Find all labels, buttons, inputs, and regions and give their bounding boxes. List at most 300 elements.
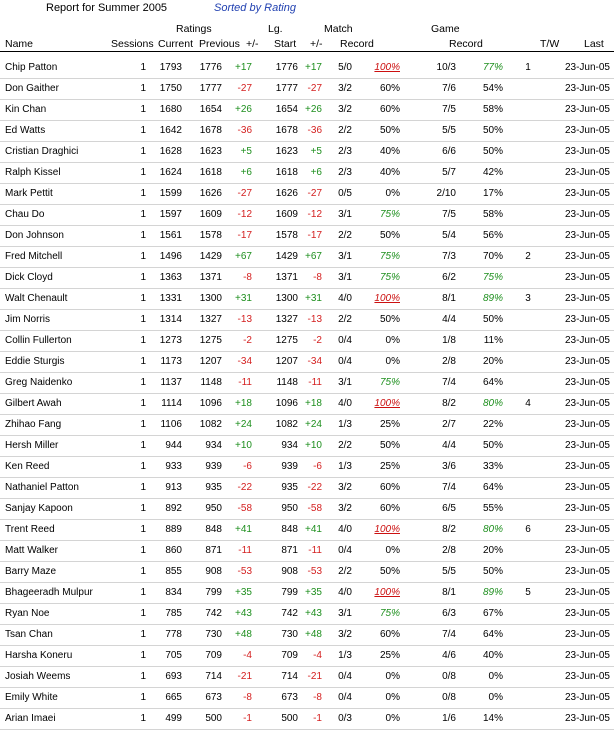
current-rating-cell: 855 [165, 566, 182, 577]
col-header-previous: Previous [199, 38, 240, 50]
player-row [0, 583, 614, 604]
match-pct-cell: 40% [379, 167, 400, 178]
game-pct-cell: 80% [482, 398, 503, 409]
rating-change-cell: +17 [235, 62, 252, 73]
league-change-cell: -2 [313, 335, 322, 346]
rating-change-cell: -53 [237, 566, 252, 577]
game-record-cell: 8/1 [442, 293, 456, 304]
player-name: Kin Chan [5, 104, 47, 115]
last-played-cell: 23-Jun-05 [564, 230, 610, 241]
player-row [0, 58, 614, 79]
previous-rating-cell: 939 [205, 461, 222, 472]
last-played-cell: 23-Jun-05 [564, 545, 610, 556]
match-record-cell: 4/0 [338, 293, 352, 304]
match-pct-cell: 60% [379, 83, 400, 94]
game-pct-cell: 67% [482, 608, 503, 619]
sessions-cell: 1 [140, 335, 146, 346]
game-record-cell: 7/4 [442, 377, 456, 388]
game-pct-cell: 50% [482, 314, 503, 325]
rating-change-cell: -21 [237, 671, 252, 682]
last-played-cell: 23-Jun-05 [564, 335, 610, 346]
league-start-cell: 1578 [275, 230, 298, 241]
previous-rating-cell: 1082 [199, 419, 222, 430]
col-header-name: Name [5, 38, 34, 50]
last-played-cell: 23-Jun-05 [564, 356, 610, 367]
previous-rating-cell: 799 [205, 587, 222, 598]
player-name: Trent Reed [5, 524, 55, 535]
player-name: Fred Mitchell [5, 251, 63, 262]
game-pct-cell: 64% [482, 482, 503, 493]
rating-change-cell: +41 [235, 524, 252, 535]
game-pct-cell: 75% [482, 272, 503, 283]
previous-rating-cell: 673 [205, 692, 222, 703]
league-start-cell: 1275 [275, 335, 298, 346]
player-name: Walt Chenault [5, 293, 68, 304]
match-pct-cell: 100% [374, 62, 400, 73]
rating-change-cell: +43 [235, 608, 252, 619]
game-pct-cell: 20% [482, 545, 503, 556]
previous-rating-cell: 1207 [199, 356, 222, 367]
rating-change-cell: +35 [235, 587, 252, 598]
game-pct-cell: 89% [482, 293, 503, 304]
last-played-cell: 23-Jun-05 [564, 650, 610, 661]
player-name: Greg Naidenko [5, 377, 73, 388]
game-record-cell: 6/3 [442, 608, 456, 619]
player-name: Gilbert Awah [5, 398, 62, 409]
rating-change-cell: +18 [235, 398, 252, 409]
match-record-cell: 0/4 [338, 356, 352, 367]
league-change-cell: -6 [313, 461, 322, 472]
sessions-cell: 1 [140, 230, 146, 241]
league-start-cell: 1678 [275, 125, 298, 136]
player-name: Don Johnson [5, 230, 64, 241]
match-record-cell: 3/1 [338, 377, 352, 388]
match-record-cell: 4/0 [338, 524, 352, 535]
league-start-cell: 848 [281, 524, 298, 535]
player-name: Tsan Chan [5, 629, 53, 640]
match-pct-cell: 0% [385, 545, 400, 556]
league-start-cell: 1148 [276, 377, 298, 388]
player-row [0, 268, 614, 289]
game-pct-cell: 64% [482, 629, 503, 640]
player-row [0, 100, 614, 121]
match-record-cell: 2/2 [338, 125, 352, 136]
game-record-cell: 5/5 [442, 566, 456, 577]
previous-rating-cell: 1626 [199, 188, 222, 199]
game-pct-cell: 20% [482, 356, 503, 367]
rating-change-cell: -34 [237, 356, 252, 367]
league-change-cell: -11 [308, 545, 322, 556]
col-header-rating-change: +/- [246, 38, 259, 50]
match-record-cell: 2/3 [338, 167, 352, 178]
previous-rating-cell: 1654 [199, 104, 222, 115]
sessions-cell: 1 [140, 608, 146, 619]
match-pct-cell: 100% [374, 398, 400, 409]
sessions-cell: 1 [140, 293, 146, 304]
player-row [0, 289, 614, 310]
last-played-cell: 23-Jun-05 [564, 671, 610, 682]
match-record-cell: 0/4 [338, 335, 352, 346]
match-record-cell: 4/0 [338, 398, 352, 409]
league-change-cell: -4 [313, 650, 322, 661]
league-change-cell: +18 [305, 398, 322, 409]
current-rating-cell: 1680 [159, 104, 182, 115]
match-pct-cell: 0% [385, 713, 400, 724]
rating-change-cell: -17 [237, 230, 252, 241]
sort-indicator: Sorted by Rating [214, 2, 296, 14]
last-played-cell: 23-Jun-05 [564, 398, 610, 409]
rating-change-cell: -36 [237, 125, 252, 136]
sessions-cell: 1 [140, 629, 146, 640]
tw-cell: 6 [525, 524, 531, 535]
last-played-cell: 23-Jun-05 [564, 62, 610, 73]
player-name: Emily White [5, 692, 58, 703]
league-group-header: Lg. [268, 23, 283, 35]
match-pct-cell: 50% [379, 230, 400, 241]
current-rating-cell: 665 [165, 692, 182, 703]
game-pct-cell: 77% [482, 62, 503, 73]
game-pct-cell: 58% [482, 104, 503, 115]
game-pct-cell: 70% [482, 251, 503, 262]
match-group-header: Match [324, 23, 353, 35]
league-start-cell: 1609 [275, 209, 298, 220]
player-row [0, 436, 614, 457]
player-row [0, 688, 614, 709]
sessions-cell: 1 [140, 566, 146, 577]
match-record-cell: 3/2 [338, 503, 352, 514]
player-row [0, 562, 614, 583]
current-rating-cell: 1642 [159, 125, 182, 136]
previous-rating-cell: 709 [205, 650, 222, 661]
sessions-cell: 1 [140, 482, 146, 493]
match-record-cell: 3/1 [338, 608, 352, 619]
sessions-cell: 1 [140, 377, 146, 388]
current-rating-cell: 889 [165, 524, 182, 535]
match-pct-cell: 75% [379, 251, 400, 262]
game-record-cell: 7/5 [442, 104, 456, 115]
league-change-cell: +10 [305, 440, 322, 451]
ratings-group-header: Ratings [176, 23, 212, 35]
sessions-cell: 1 [140, 587, 146, 598]
sessions-cell: 1 [140, 167, 146, 178]
previous-rating-cell: 1623 [199, 146, 222, 157]
match-record-cell: 0/4 [338, 671, 352, 682]
league-change-cell: +41 [305, 524, 322, 535]
match-pct-cell: 25% [379, 650, 400, 661]
previous-rating-cell: 1776 [199, 62, 222, 73]
player-name: Harsha Koneru [5, 650, 73, 661]
player-row [0, 352, 614, 373]
league-change-cell: +35 [305, 587, 322, 598]
player-name: Chip Patton [5, 62, 58, 73]
game-record-cell: 4/6 [442, 650, 456, 661]
player-row [0, 478, 614, 499]
current-rating-cell: 705 [165, 650, 182, 661]
league-change-cell: +48 [305, 629, 322, 640]
previous-rating-cell: 1096 [199, 398, 222, 409]
game-record-cell: 2/7 [442, 419, 456, 430]
rating-change-cell: -12 [237, 209, 252, 220]
player-row [0, 499, 614, 520]
rating-change-cell: -27 [237, 188, 252, 199]
league-start-cell: 799 [281, 587, 298, 598]
game-pct-cell: 58% [482, 209, 503, 220]
previous-rating-cell: 1609 [199, 209, 222, 220]
game-record-cell: 8/2 [442, 398, 456, 409]
rating-change-cell: +24 [235, 419, 252, 430]
previous-rating-cell: 1578 [199, 230, 222, 241]
league-change-cell: -8 [313, 692, 322, 703]
current-rating-cell: 1793 [159, 62, 182, 73]
rating-change-cell: -2 [243, 335, 252, 346]
current-rating-cell: 1597 [159, 209, 182, 220]
league-start-cell: 908 [281, 566, 298, 577]
player-row [0, 415, 614, 436]
match-record-cell: 2/2 [338, 566, 352, 577]
previous-rating-cell: 742 [205, 608, 222, 619]
league-change-cell: -17 [307, 230, 322, 241]
sessions-cell: 1 [140, 83, 146, 94]
player-row [0, 331, 614, 352]
player-row [0, 667, 614, 688]
previous-rating-cell: 848 [205, 524, 222, 535]
match-pct-cell: 50% [379, 566, 400, 577]
game-record-cell: 5/4 [442, 230, 456, 241]
match-pct-cell: 60% [379, 482, 400, 493]
match-pct-cell: 75% [379, 377, 400, 388]
player-name: Arian Imaei [5, 713, 56, 724]
game-pct-cell: 42% [482, 167, 503, 178]
match-record-cell: 3/1 [338, 272, 352, 283]
game-pct-cell: 0% [488, 692, 503, 703]
game-pct-cell: 14% [482, 713, 503, 724]
sessions-cell: 1 [140, 272, 146, 283]
league-start-cell: 1207 [275, 356, 298, 367]
current-rating-cell: 1363 [159, 272, 182, 283]
league-start-cell: 935 [281, 482, 298, 493]
col-header-game-record: Record [449, 38, 483, 50]
previous-rating-cell: 1275 [199, 335, 222, 346]
player-table-body [0, 58, 614, 730]
league-start-cell: 1082 [275, 419, 298, 430]
rating-change-cell: +5 [240, 146, 252, 157]
game-record-cell: 5/5 [442, 125, 456, 136]
previous-rating-cell: 1429 [199, 251, 222, 262]
player-name: Don Gaither [5, 83, 59, 94]
player-name: Ken Reed [5, 461, 50, 472]
game-record-cell: 2/8 [442, 545, 456, 556]
league-change-cell: -13 [307, 314, 322, 325]
league-change-cell: -58 [307, 503, 322, 514]
match-record-cell: 3/2 [338, 104, 352, 115]
match-record-cell: 2/2 [338, 230, 352, 241]
col-header-current: Current [158, 38, 194, 50]
game-pct-cell: 80% [482, 524, 503, 535]
sessions-cell: 1 [140, 125, 146, 136]
player-row [0, 163, 614, 184]
player-name: Nathaniel Patton [5, 482, 79, 493]
last-played-cell: 23-Jun-05 [564, 167, 610, 178]
match-record-cell: 4/0 [338, 587, 352, 598]
tw-cell: 5 [525, 587, 531, 598]
match-pct-cell: 50% [379, 125, 400, 136]
league-start-cell: 1777 [275, 83, 298, 94]
league-change-cell: -22 [307, 482, 322, 493]
rating-change-cell: -8 [243, 272, 252, 283]
last-played-cell: 23-Jun-05 [564, 83, 610, 94]
player-name: Matt Walker [5, 545, 58, 556]
league-change-cell: -11 [308, 377, 322, 388]
sessions-cell: 1 [140, 314, 146, 325]
league-change-cell: -36 [307, 125, 322, 136]
league-change-cell: +43 [305, 608, 322, 619]
game-record-cell: 2/10 [436, 188, 456, 199]
match-record-cell: 1/3 [338, 461, 352, 472]
match-record-cell: 3/2 [338, 482, 352, 493]
game-pct-cell: 22% [482, 419, 503, 430]
tw-cell: 2 [525, 251, 531, 262]
match-pct-cell: 40% [379, 146, 400, 157]
league-change-cell: -8 [313, 272, 322, 283]
game-pct-cell: 50% [482, 566, 503, 577]
game-pct-cell: 50% [482, 125, 503, 136]
player-name: Dick Cloyd [5, 272, 53, 283]
previous-rating-cell: 950 [205, 503, 222, 514]
game-pct-cell: 54% [482, 83, 503, 94]
rating-change-cell: -58 [237, 503, 252, 514]
league-start-cell: 934 [281, 440, 298, 451]
match-pct-cell: 100% [374, 293, 400, 304]
player-row [0, 121, 614, 142]
previous-rating-cell: 730 [205, 629, 222, 640]
rating-change-cell: -8 [243, 692, 252, 703]
current-rating-cell: 1628 [159, 146, 182, 157]
player-name: Zhihao Fang [5, 419, 62, 430]
game-pct-cell: 56% [482, 230, 503, 241]
last-played-cell: 23-Jun-05 [564, 293, 610, 304]
match-record-cell: 3/1 [338, 251, 352, 262]
game-record-cell: 7/5 [442, 209, 456, 220]
game-pct-cell: 11% [483, 335, 503, 346]
match-pct-cell: 50% [379, 314, 400, 325]
rating-change-cell: -11 [238, 545, 252, 556]
match-record-cell: 0/4 [338, 545, 352, 556]
game-pct-cell: 64% [482, 377, 503, 388]
match-pct-cell: 75% [379, 272, 400, 283]
player-row [0, 205, 614, 226]
league-start-cell: 1776 [275, 62, 298, 73]
match-pct-cell: 75% [379, 608, 400, 619]
match-record-cell: 0/5 [338, 188, 352, 199]
match-pct-cell: 60% [379, 104, 400, 115]
player-row [0, 373, 614, 394]
game-record-cell: 0/8 [442, 671, 456, 682]
game-record-cell: 8/1 [442, 587, 456, 598]
player-name: Josiah Weems [5, 671, 71, 682]
league-start-cell: 1300 [275, 293, 298, 304]
col-header-league-change: +/- [310, 38, 323, 50]
current-rating-cell: 1137 [160, 377, 182, 388]
match-pct-cell: 60% [379, 503, 400, 514]
sessions-cell: 1 [140, 146, 146, 157]
sessions-cell: 1 [140, 692, 146, 703]
previous-rating-cell: 908 [205, 566, 222, 577]
league-change-cell: +5 [310, 146, 322, 157]
player-name: Mark Pettit [5, 188, 53, 199]
league-start-cell: 709 [281, 650, 298, 661]
tw-cell: 4 [525, 398, 531, 409]
last-played-cell: 23-Jun-05 [564, 188, 610, 199]
last-played-cell: 23-Jun-05 [564, 419, 610, 430]
col-header-start: Start [274, 38, 297, 50]
match-record-cell: 1/3 [338, 419, 352, 430]
current-rating-cell: 1599 [159, 188, 182, 199]
league-start-cell: 950 [281, 503, 298, 514]
last-played-cell: 23-Jun-05 [564, 146, 610, 157]
league-change-cell: -27 [307, 83, 322, 94]
player-row [0, 520, 614, 541]
match-pct-cell: 0% [385, 188, 400, 199]
player-name: Ed Watts [5, 125, 46, 136]
game-record-cell: 1/6 [442, 713, 456, 724]
current-rating-cell: 693 [165, 671, 182, 682]
game-record-cell: 7/6 [442, 83, 456, 94]
last-played-cell: 23-Jun-05 [564, 377, 610, 388]
match-pct-cell: 0% [385, 335, 400, 346]
game-record-cell: 4/4 [442, 440, 456, 451]
league-start-cell: 1327 [275, 314, 298, 325]
previous-rating-cell: 1327 [199, 314, 222, 325]
last-played-cell: 23-Jun-05 [564, 104, 610, 115]
col-header-sessions: Sessions [111, 38, 154, 50]
player-name: Cristian Draghici [5, 146, 79, 157]
game-record-cell: 0/8 [442, 692, 456, 703]
current-rating-cell: 499 [165, 713, 182, 724]
last-played-cell: 23-Jun-05 [564, 209, 610, 220]
player-row [0, 457, 614, 478]
col-header-tw: T/W [540, 38, 560, 50]
league-start-cell: 730 [281, 629, 298, 640]
game-record-cell: 6/2 [442, 272, 456, 283]
player-name: Barry Maze [5, 566, 57, 577]
match-pct-cell: 0% [385, 671, 400, 682]
player-name: Bhageeradh Mulpur [5, 587, 93, 598]
current-rating-cell: 785 [165, 608, 182, 619]
current-rating-cell: 1114 [161, 398, 182, 409]
last-played-cell: 23-Jun-05 [564, 524, 610, 535]
last-played-cell: 23-Jun-05 [564, 713, 610, 724]
league-start-cell: 714 [281, 671, 298, 682]
rating-change-cell: +10 [235, 440, 252, 451]
player-row [0, 310, 614, 331]
last-played-cell: 23-Jun-05 [564, 314, 610, 325]
player-row [0, 646, 614, 667]
sessions-cell: 1 [140, 356, 146, 367]
game-record-cell: 3/6 [442, 461, 456, 472]
match-record-cell: 2/2 [338, 440, 352, 451]
game-pct-cell: 17% [482, 188, 503, 199]
player-row [0, 709, 614, 730]
game-pct-cell: 89% [482, 587, 503, 598]
game-group-header: Game [431, 23, 460, 35]
player-row [0, 184, 614, 205]
game-record-cell: 6/6 [442, 146, 456, 157]
league-change-cell: -1 [313, 713, 322, 724]
sessions-cell: 1 [140, 209, 146, 220]
last-played-cell: 23-Jun-05 [564, 503, 610, 514]
game-record-cell: 4/4 [442, 314, 456, 325]
player-row [0, 79, 614, 100]
